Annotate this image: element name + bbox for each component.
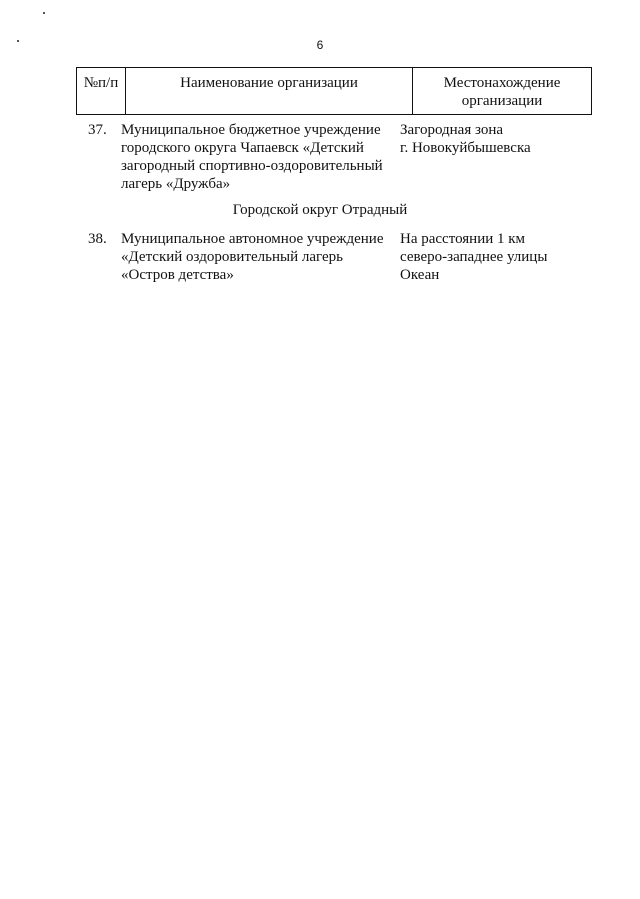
organization-name-line: Муниципальное автономное учреждение xyxy=(121,231,384,247)
organization-name-line: «Детский оздоровительный лагерь xyxy=(121,249,343,265)
organization-name-line: загородный спортивно-оздоровительный xyxy=(121,158,383,174)
organization-location-line: северо-западнее улицы xyxy=(400,249,548,265)
organization-location-line: На расстоянии 1 км xyxy=(400,231,526,247)
organization-location-line: Океан xyxy=(400,267,440,283)
header-location-line: Местонахождение xyxy=(443,75,561,91)
organization-location xyxy=(400,121,564,157)
row-number: 37. xyxy=(88,122,107,138)
scan-speck xyxy=(43,12,45,14)
header-location-line: организации xyxy=(461,93,543,109)
organization-name xyxy=(121,121,397,193)
organization-name xyxy=(121,230,397,284)
organization-location-line: Загородная зона xyxy=(400,122,504,138)
organization-name-line: «Остров детства» xyxy=(121,267,234,283)
header-organization-name: Наименование организации xyxy=(126,68,413,115)
header-location xyxy=(413,68,592,115)
organizations-table-header xyxy=(76,67,592,115)
header-number: №п/п xyxy=(77,68,126,115)
section-title: Городской округ Отрадный xyxy=(232,202,408,218)
organization-location xyxy=(400,230,564,284)
page-number: 6 xyxy=(316,38,324,52)
organization-name-line: городского округа Чапаевск «Детский xyxy=(121,140,364,156)
row-number: 38. xyxy=(88,231,107,247)
organization-name-line: лагерь «Дружба» xyxy=(121,176,231,192)
organization-location-line: г. Новокуйбышевска xyxy=(400,140,531,156)
organization-name-line: Муниципальное бюджетное учреждение xyxy=(121,122,381,138)
